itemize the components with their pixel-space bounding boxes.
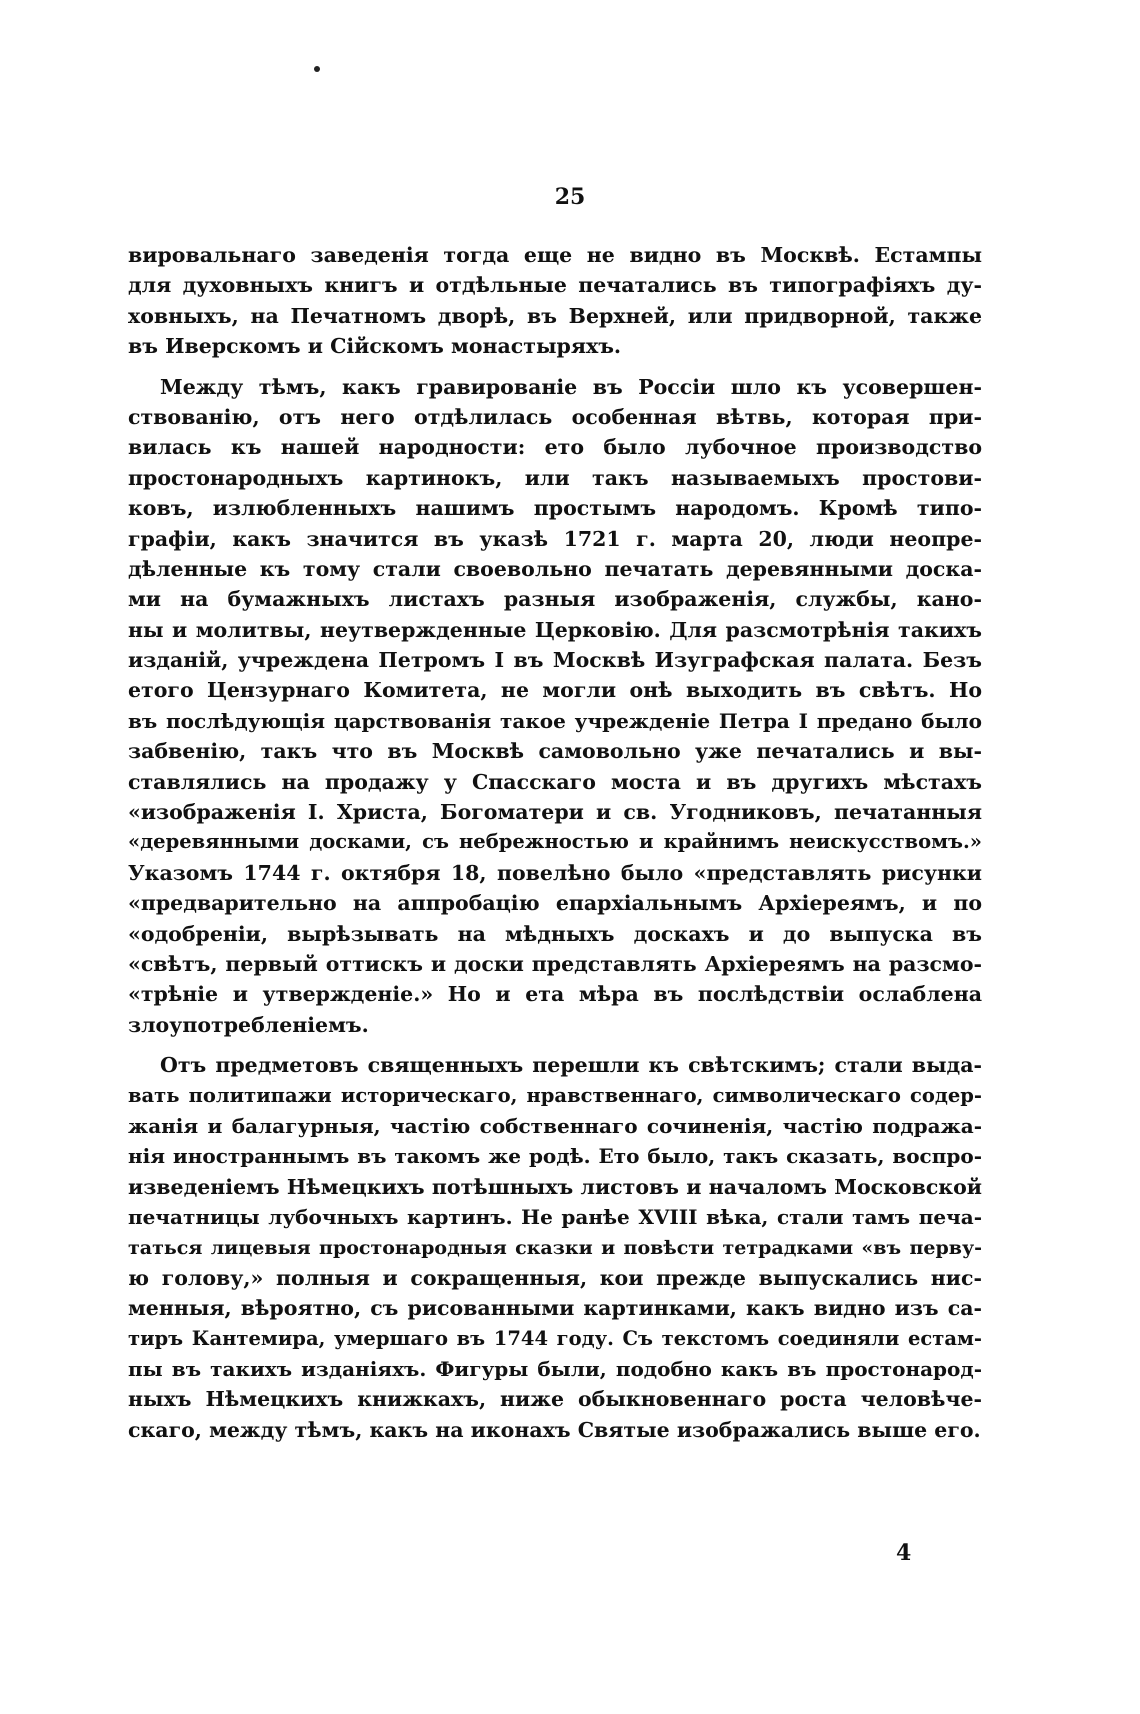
text-line: менныя, вѣроятно, съ рисованными картинками, какъ видно изъ са- [128, 1296, 982, 1321]
text-line: ставлялись на продажу у Спасскаго моста и въ другихъ мѣстахъ [128, 769, 982, 794]
text-line: дѣленные къ тому стали своевольно печатать деревянными доска- [128, 556, 982, 581]
text-line: ю голову,» полныя и сокращенныя, кои прежде выпускались нис- [128, 1265, 982, 1290]
paragraph [128, 240, 982, 362]
text-line: въ Иверскомъ и Сійскомъ монастыряхъ. [128, 334, 622, 359]
ink-speck [314, 66, 320, 72]
text-line: въ послѣдующія царствованія такое учрежденіе Петра I предано было [128, 708, 982, 733]
text-line: графіи, какъ значится въ указѣ 1721 г. марта 20, люди неопре- [128, 526, 982, 551]
text-line: тиръ Кантемира, умершаго въ 1744 году. Съ текстомъ соединяли естам- [128, 1326, 982, 1350]
text-line: ковъ, излюбленныхъ нашимъ простымъ народомъ. Кромѣ типо- [128, 496, 982, 521]
text-line: нія иностраннымъ въ такомъ же родѣ. Ето было, такъ сказать, воспро- [128, 1144, 982, 1169]
text-line: Между тѣмъ, какъ гравированіе въ Россіи шло къ усовершен- [160, 374, 982, 399]
text-line: изведеніемъ Нѣмецкихъ потѣшныхъ листовъ и началомъ Московской [128, 1174, 982, 1199]
text-line: пы въ такихъ изданіяхъ. Фигуры были, подобно какъ въ простонарод- [128, 1357, 982, 1382]
text-line: «предварительно на аппробацію епархіальнымъ Архіереямъ, и по [128, 891, 982, 916]
text-line: забвенію, такъ что въ Москвѣ самовольно уже печатались и вы- [128, 739, 982, 764]
text-line: ховныхъ, на Печатномъ дворѣ, въ Верхней, или придворной, также [128, 303, 982, 328]
paragraph [128, 372, 982, 1041]
text-line: скаго, между тѣмъ, какъ на иконахъ Святые изображались выше его. [128, 1417, 981, 1442]
page-number: 25 [554, 184, 586, 210]
text-line: простонародныхъ картинокъ, или такъ называемыхъ простови- [128, 465, 982, 490]
text-line: «трѣніе и утвержденіе.» Но и ета мѣра въ послѣдствіи ослаблена [128, 982, 982, 1007]
signature-mark: 4 [896, 1540, 912, 1566]
text-line: ствованію, отъ него отдѣлилась особенная вѣтвь, которая при- [128, 404, 982, 429]
text-line: «свѣтъ, первый оттискъ и доски представлять Архіереямъ на разсмо- [128, 951, 982, 976]
text-line: ныхъ Нѣмецкихъ книжкахъ, ниже обыкновеннаго роста человѣче- [128, 1387, 982, 1412]
text-line: «одобреніи, вырѣзывать на мѣдныхъ доскахъ и до выпуска въ [128, 921, 982, 946]
text-line: жанія и балагурныя, частію собственнаго сочиненія, частію подража- [128, 1113, 982, 1138]
text-line: вировальнаго заведенія тогда еще не видно въ Москвѣ. Естампы [128, 243, 982, 267]
text-line: вилась къ нашей народности: ето было лубочное производство [128, 435, 982, 460]
text-line: етого Цензурнаго Комитета, не могли онѣ выходить въ свѣтъ. Но [128, 678, 982, 703]
text-line: таться лицевыя простонародныя сказки и повѣсти тетрадками «въ перву- [128, 1236, 982, 1259]
text-line: изданій, учреждена Петромъ I въ Москвѣ Изуграфская палата. Безъ [128, 648, 982, 673]
text-line: злоупотребленіемъ. [128, 1012, 369, 1037]
text-line: ны и молитвы, неутвержденные Церковію. Для разсмотрѣнія такихъ [128, 617, 982, 642]
text-line: Отъ предметовъ священныхъ перешли къ свѣтскимъ; стали выда- [160, 1053, 982, 1078]
text-line: ми на бумажныхъ листахъ разныя изображенія, службы, кано- [128, 587, 982, 612]
text-line: печатницы лубочныхъ картинъ. Не ранѣе XVIII вѣка, стали тамъ печа- [128, 1205, 982, 1230]
body-text [128, 240, 982, 1445]
text-line: «деревянными досками, съ небрежностью и крайнимъ неискусствомъ.» [128, 830, 982, 854]
paragraph [128, 1050, 982, 1445]
text-line: вать политипажи историческаго, нравственнаго, символическаго содер- [128, 1083, 982, 1107]
text-line: для духовныхъ книгъ и отдѣльные печатались въ типографіяхъ ду- [128, 273, 982, 298]
text-line: Указомъ 1744 г. октября 18, повелѣно было «представлять рисунки [128, 860, 982, 885]
text-line: «изображенія І. Христа, Богоматери и св. Угодниковъ, печатанныя [128, 800, 982, 825]
